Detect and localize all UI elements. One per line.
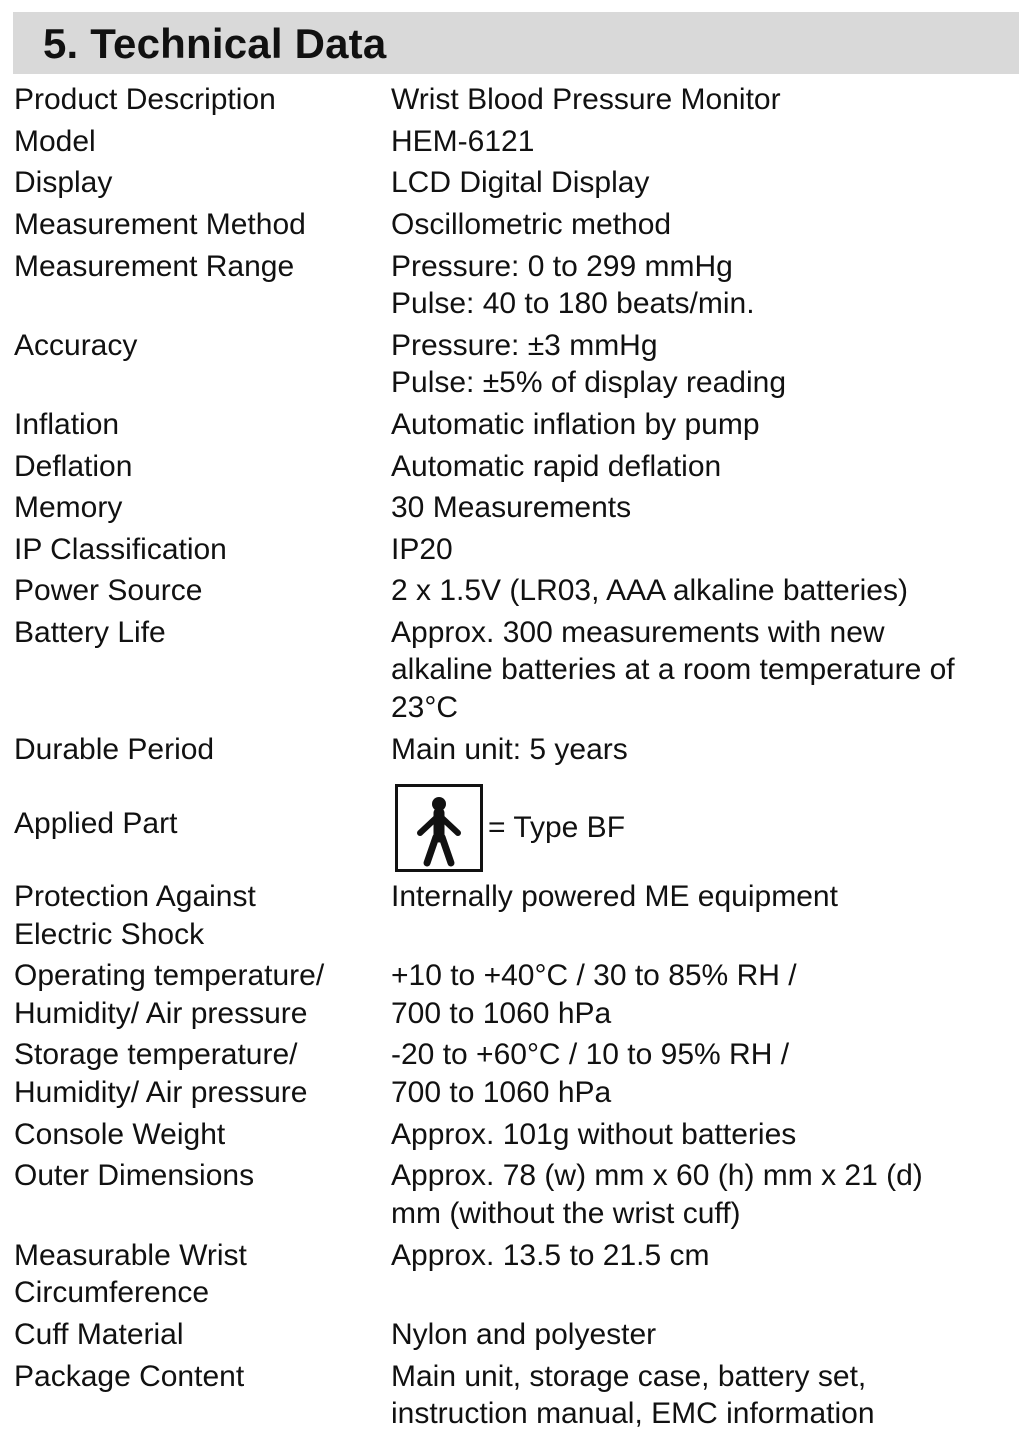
spec-label-ip-classification: IP Classification [14,533,227,566]
spec-label-measurement-range: Measurement Range [14,250,295,283]
spec-label-operating-line2: Humidity/ Air pressure [14,997,308,1030]
spec-value-protection: Internally powered ME equipment [391,880,838,913]
spec-label-applied-part: Applied Part [14,807,178,840]
spec-label-protection-line2: Electric Shock [14,918,205,951]
spec-label-outer-dimensions: Outer Dimensions [14,1159,255,1192]
spec-label-model: Model [14,125,96,158]
spec-label-operating-line1: Operating temperature/ [14,959,325,992]
spec-value-cuff-material: Nylon and polyester [391,1318,657,1351]
spec-value-durable-period: Main unit: 5 years [391,733,628,766]
spec-label-cuff-material: Cuff Material [14,1318,184,1351]
section-title: 5. Technical Data [43,20,387,67]
spec-label-display: Display [14,166,113,199]
spec-value-package-content-line1: Main unit, storage case, battery set, [391,1360,867,1393]
spec-value-measurement-range-pulse: Pulse: 40 to 180 beats/min. [391,287,755,320]
spec-value-power-source: 2 x 1.5V (LR03, AAA alkaline batteries) [391,574,908,607]
spec-value-outer-dimensions-line2: mm (without the wrist cuff) [391,1197,741,1230]
spec-label-package-content: Package Content [14,1360,245,1393]
spec-value-operating-line2: 700 to 1060 hPa [391,997,612,1030]
spec-value-battery-life-line1: Approx. 300 measurements with new [391,616,885,649]
spec-label-memory: Memory [14,491,123,524]
spec-label-console-weight: Console Weight [14,1118,226,1151]
spec-label-measurement-method: Measurement Method [14,208,306,241]
spec-value-operating-line1: +10 to +40°C / 30 to 85% RH / [391,959,797,992]
spec-value-wrist-circumference: Approx. 13.5 to 21.5 cm [391,1239,710,1272]
spec-value-memory: 30 Measurements [391,491,632,524]
spec-label-storage-line1: Storage temperature/ [14,1038,298,1071]
spec-label-wrist-line2: Circumference [14,1276,210,1309]
spec-value-ip-classification: IP20 [391,533,453,566]
spec-value-inflation: Automatic inflation by pump [391,408,760,441]
spec-label-accuracy: Accuracy [14,329,138,362]
spec-value-storage-line2: 700 to 1060 hPa [391,1076,612,1109]
spec-value-battery-life-line2: alkaline batteries at a room temperature of [391,653,955,686]
spec-label-inflation: Inflation [14,408,120,441]
spec-value-product-description: Wrist Blood Pressure Monitor [391,83,781,116]
spec-value-package-content-line2: instruction manual, EMC information [391,1397,875,1430]
spec-value-outer-dimensions-line1: Approx. 78 (w) mm x 60 (h) mm x 21 (d) [391,1159,923,1192]
spec-label-product-description: Product Description [14,83,276,116]
spec-value-battery-life-line3: 23°C [391,691,459,724]
spec-label-deflation: Deflation [14,450,133,483]
spec-label-power-source: Power Source [14,574,203,607]
spec-value-deflation: Automatic rapid deflation [391,450,722,483]
spec-value-console-weight: Approx. 101g without batteries [391,1118,797,1151]
spec-label-protection-line1: Protection Against [14,880,256,913]
spec-value-storage-line1: -20 to +60°C / 10 to 95% RH / [391,1038,790,1071]
spec-label-storage-line2: Humidity/ Air pressure [14,1076,308,1109]
spec-value-display: LCD Digital Display [391,166,650,199]
spec-value-accuracy-pressure: Pressure: ±3 mmHg [391,329,658,362]
type-bf-body-icon [395,784,483,872]
spec-label-wrist-line1: Measurable Wrist [14,1239,247,1272]
spec-label-battery-life: Battery Life [14,616,166,649]
spec-value-applied-part: = Type BF [488,811,626,844]
spec-value-measurement-range-pressure: Pressure: 0 to 299 mmHg [391,250,733,283]
spec-value-measurement-method: Oscillometric method [391,208,672,241]
spec-label-durable-period: Durable Period [14,733,215,766]
spec-value-accuracy-pulse: Pulse: ±5% of display reading [391,366,787,399]
spec-value-model: HEM-6121 [391,125,535,158]
